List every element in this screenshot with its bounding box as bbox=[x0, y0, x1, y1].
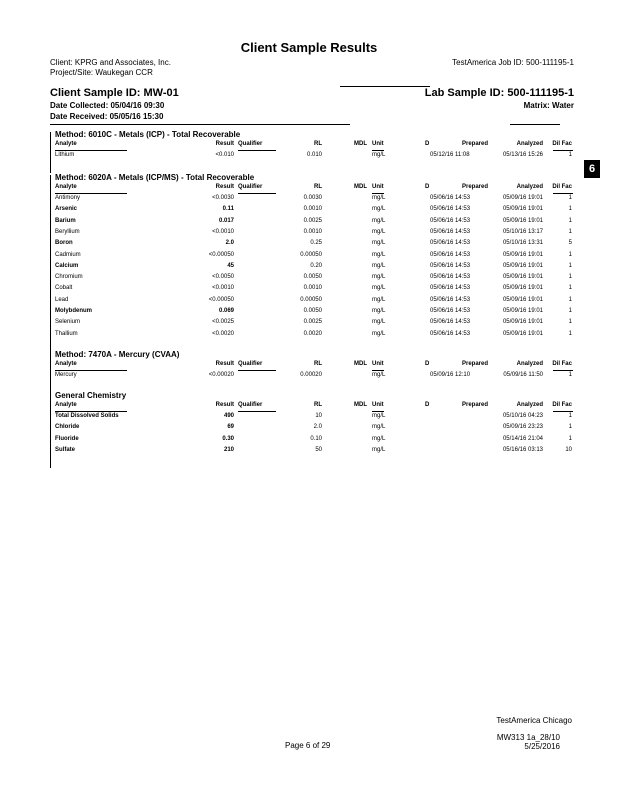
col-header-mdl: MDL bbox=[354, 141, 367, 147]
col-header-rl: RL bbox=[314, 402, 322, 408]
col-header-unit: Unit bbox=[372, 402, 384, 408]
result-cell: 0.069 bbox=[218, 308, 234, 314]
col-header-rl: RL bbox=[314, 184, 322, 190]
result-cell: <0.0030 bbox=[212, 195, 234, 201]
analyte-header-rule bbox=[55, 411, 127, 412]
dilfac-cell: 1 bbox=[568, 296, 572, 303]
dilfac-cell: 1 bbox=[568, 152, 572, 158]
footer-lab: TestAmerica Chicago bbox=[496, 716, 572, 725]
section-bracket bbox=[50, 352, 51, 393]
col-header-rl: RL bbox=[314, 141, 322, 147]
result-cell: <0.0010 bbox=[212, 228, 234, 235]
unit-cell: mg/L bbox=[372, 308, 386, 314]
result-cell: 0.017 bbox=[218, 217, 234, 224]
result-cell: <0.0010 bbox=[212, 285, 234, 292]
unit-cell: mg/L bbox=[372, 217, 386, 224]
col-header-analyzed: Analyzed bbox=[516, 361, 543, 367]
prepared-cell: 05/06/16 14:53 bbox=[430, 308, 471, 314]
col-header-d: D bbox=[425, 141, 430, 147]
result-cell: 45 bbox=[227, 262, 234, 269]
col-header-dilfac: Dil Fac bbox=[552, 141, 572, 147]
header-divider-left bbox=[50, 124, 350, 125]
dilfac-cell: 10 bbox=[565, 446, 572, 453]
dilfac-cell: 1 bbox=[568, 195, 572, 201]
prepared-cell: 05/06/16 14:53 bbox=[430, 262, 471, 269]
header-divider-right bbox=[510, 124, 560, 125]
analyzed-cell: 05/09/16 19:01 bbox=[502, 274, 543, 281]
unit-cell: mg/L bbox=[372, 296, 386, 303]
analyzed-cell: 05/09/16 19:01 bbox=[502, 206, 543, 213]
analyte-cell: Calcium bbox=[55, 262, 79, 269]
client-name: Client: KPRG and Associates, Inc. bbox=[50, 58, 171, 67]
col-header-analyte: Analyte bbox=[55, 361, 77, 367]
prepared-cell: 05/06/16 14:53 bbox=[430, 330, 471, 337]
prepared-cell: 05/06/16 14:53 bbox=[430, 217, 471, 224]
section-bracket bbox=[50, 132, 51, 173]
analyte-header-rule bbox=[55, 193, 127, 194]
analyzed-cell: 05/09/16 19:01 bbox=[502, 262, 543, 269]
result-cell: <0.0020 bbox=[212, 330, 234, 337]
dilfac-cell: 5 bbox=[568, 240, 572, 247]
col-header-analyzed: Analyzed bbox=[516, 141, 543, 147]
dilfac-header-rule bbox=[553, 411, 573, 412]
qualifier-header-rule bbox=[238, 193, 276, 194]
analyte-cell: Antimony bbox=[55, 195, 81, 201]
rl-cell: 0.0050 bbox=[303, 274, 322, 281]
rl-cell: 0.00050 bbox=[300, 251, 322, 258]
rl-cell: 0.10 bbox=[310, 435, 322, 442]
col-header-dilfac: Dil Fac bbox=[552, 361, 572, 367]
analyzed-cell: 05/14/16 21:04 bbox=[502, 435, 543, 442]
rl-cell: 0.0030 bbox=[303, 195, 322, 201]
prepared-cell: 05/06/16 14:53 bbox=[430, 195, 471, 201]
unit-header-rule bbox=[372, 193, 384, 194]
analyte-cell: Lead bbox=[55, 296, 69, 303]
analyte-cell: Boron bbox=[55, 240, 73, 247]
analyte-cell: Arsenic bbox=[55, 206, 78, 213]
col-header-mdl: MDL bbox=[354, 402, 367, 408]
col-header-result: Result bbox=[215, 361, 234, 367]
col-header-result: Result bbox=[215, 141, 234, 147]
col-header-qualifier: Qualifier bbox=[238, 184, 263, 190]
footer-doc-ref: MW313 1a_28/10 bbox=[496, 733, 560, 742]
analyte-cell: Lithium bbox=[55, 152, 75, 158]
date-collected: Date Collected: 05/04/16 09:30 bbox=[50, 101, 165, 110]
unit-cell: mg/L bbox=[372, 152, 386, 158]
result-cell: 69 bbox=[227, 424, 234, 431]
unit-cell: mg/L bbox=[372, 372, 386, 378]
col-header-d: D bbox=[425, 402, 430, 408]
col-header-mdl: MDL bbox=[354, 184, 367, 190]
rl-cell: 0.00020 bbox=[300, 372, 322, 378]
rl-cell: 0.010 bbox=[306, 152, 322, 158]
col-header-unit: Unit bbox=[372, 184, 384, 190]
analyte-cell: Mercury bbox=[55, 372, 77, 378]
prepared-cell: 05/12/16 11:08 bbox=[430, 152, 470, 158]
rl-cell: 0.0010 bbox=[303, 285, 322, 292]
qualifier-header-rule bbox=[238, 370, 276, 371]
qualifier-header-rule bbox=[238, 411, 276, 412]
unit-header-rule bbox=[372, 411, 384, 412]
result-cell: <0.0050 bbox=[212, 274, 234, 281]
section-bracket bbox=[50, 393, 51, 468]
client-sample-id: Client Sample ID: MW-01 bbox=[50, 87, 179, 99]
analyte-cell: Selenium bbox=[55, 319, 81, 326]
footer-date: 5/25/2016 bbox=[524, 742, 560, 751]
dilfac-cell: 1 bbox=[568, 372, 572, 378]
col-header-dilfac: Dil Fac bbox=[552, 402, 572, 408]
col-header-analyzed: Analyzed bbox=[516, 402, 543, 408]
result-cell: <0.0025 bbox=[212, 319, 234, 326]
dilfac-cell: 1 bbox=[568, 435, 572, 442]
analyte-cell: Beryllium bbox=[55, 228, 80, 235]
analyte-cell: Molybdenum bbox=[55, 308, 92, 314]
dilfac-cell: 1 bbox=[568, 251, 572, 258]
col-header-rl: RL bbox=[314, 361, 322, 367]
prepared-cell: 05/06/16 14:53 bbox=[430, 228, 471, 235]
analyte-cell: Cadmium bbox=[55, 251, 81, 258]
result-cell: <0.010 bbox=[215, 152, 234, 158]
analyte-cell: Chromium bbox=[55, 274, 83, 281]
col-header-mdl: MDL bbox=[354, 361, 367, 367]
prepared-cell: 05/06/16 14:53 bbox=[430, 285, 471, 292]
rl-cell: 0.0010 bbox=[303, 228, 322, 235]
analyzed-cell: 05/09/16 19:01 bbox=[502, 330, 543, 337]
dilfac-cell: 1 bbox=[568, 262, 572, 269]
analyte-cell: Sulfate bbox=[55, 446, 76, 453]
page-title: Client Sample Results bbox=[240, 40, 378, 55]
prepared-cell: 05/06/16 14:53 bbox=[430, 240, 471, 247]
dilfac-cell: 1 bbox=[568, 330, 572, 337]
prepared-cell: 05/06/16 14:53 bbox=[430, 251, 471, 258]
analyzed-cell: 05/09/16 23:23 bbox=[502, 424, 543, 431]
section-tab: 6 bbox=[584, 160, 600, 178]
col-header-dilfac: Dil Fac bbox=[552, 184, 572, 190]
unit-cell: mg/L bbox=[372, 228, 386, 235]
header-rule bbox=[340, 86, 430, 87]
dilfac-cell: 1 bbox=[568, 413, 572, 419]
analyzed-cell: 05/09/16 19:01 bbox=[502, 296, 543, 303]
dilfac-cell: 1 bbox=[568, 319, 572, 326]
col-header-analyte: Analyte bbox=[55, 402, 77, 408]
rl-cell: 0.00050 bbox=[300, 296, 322, 303]
method-title: General Chemistry bbox=[55, 391, 127, 400]
result-cell: 0.11 bbox=[222, 206, 234, 213]
col-header-qualifier: Qualifier bbox=[238, 402, 263, 408]
analyte-header-rule bbox=[55, 370, 127, 371]
analyzed-cell: 05/09/16 19:01 bbox=[502, 285, 543, 292]
analyte-cell: Barium bbox=[55, 217, 76, 224]
analyte-cell: Cobalt bbox=[55, 285, 73, 292]
page-number: Page 6 of 29 bbox=[285, 741, 331, 750]
rl-cell: 0.0025 bbox=[303, 319, 322, 326]
rl-cell: 0.0025 bbox=[303, 217, 322, 224]
result-cell: <0.00020 bbox=[208, 372, 234, 378]
prepared-cell: 05/06/16 14:53 bbox=[430, 206, 471, 213]
analyzed-cell: 05/16/16 03:13 bbox=[502, 446, 543, 453]
unit-header-rule bbox=[372, 150, 384, 151]
unit-cell: mg/L bbox=[372, 195, 386, 201]
col-header-prepared: Prepared bbox=[462, 361, 489, 367]
prepared-cell: 05/06/16 14:53 bbox=[430, 319, 471, 326]
col-header-qualifier: Qualifier bbox=[238, 141, 263, 147]
rl-cell: 10 bbox=[315, 413, 322, 419]
dilfac-cell: 1 bbox=[568, 274, 572, 281]
dilfac-cell: 1 bbox=[568, 228, 572, 235]
result-cell: 490 bbox=[223, 413, 234, 419]
result-cell: 0.30 bbox=[222, 435, 234, 442]
prepared-cell: 05/06/16 14:53 bbox=[430, 274, 471, 281]
unit-cell: mg/L bbox=[372, 206, 386, 213]
qualifier-header-rule bbox=[238, 150, 276, 151]
result-cell: 2.0 bbox=[225, 240, 234, 247]
dilfac-header-rule bbox=[553, 370, 573, 371]
method-title: Method: 6020A - Metals (ICP/MS) - Total Recoverable bbox=[55, 173, 255, 182]
rl-cell: 50 bbox=[315, 446, 322, 453]
unit-cell: mg/L bbox=[372, 240, 386, 247]
col-header-unit: Unit bbox=[372, 361, 384, 367]
col-header-d: D bbox=[425, 184, 430, 190]
analyzed-cell: 05/10/16 13:17 bbox=[502, 228, 543, 235]
analyzed-cell: 05/09/16 19:01 bbox=[502, 195, 543, 201]
col-header-unit: Unit bbox=[372, 141, 384, 147]
rl-cell: 0.20 bbox=[310, 262, 322, 269]
unit-cell: mg/L bbox=[372, 424, 386, 431]
rl-cell: 0.0020 bbox=[303, 330, 322, 337]
analyzed-cell: 05/09/16 19:01 bbox=[502, 217, 543, 224]
analyzed-cell: 05/10/16 13:31 bbox=[502, 240, 543, 247]
col-header-prepared: Prepared bbox=[462, 141, 489, 147]
rl-cell: 0.25 bbox=[310, 240, 322, 247]
dilfac-header-rule bbox=[553, 150, 573, 151]
unit-header-rule bbox=[372, 370, 384, 371]
prepared-cell: 05/06/16 14:53 bbox=[430, 296, 471, 303]
analyte-cell: Chloride bbox=[55, 424, 80, 431]
unit-cell: mg/L bbox=[372, 285, 386, 292]
result-cell: <0.00050 bbox=[208, 251, 234, 258]
col-header-result: Result bbox=[215, 184, 234, 190]
unit-cell: mg/L bbox=[372, 274, 386, 281]
analyzed-cell: 05/13/16 15:26 bbox=[502, 152, 543, 158]
dilfac-header-rule bbox=[553, 193, 573, 194]
analyzed-cell: 05/09/16 19:01 bbox=[502, 308, 543, 314]
method-title: Method: 7470A - Mercury (CVAA) bbox=[55, 350, 180, 359]
dilfac-cell: 1 bbox=[568, 308, 572, 314]
unit-cell: mg/L bbox=[372, 262, 386, 269]
analyzed-cell: 05/09/16 11:50 bbox=[503, 372, 543, 378]
result-cell: 210 bbox=[223, 446, 234, 453]
col-header-analyte: Analyte bbox=[55, 141, 77, 147]
result-cell: <0.00050 bbox=[208, 296, 234, 303]
analyzed-cell: 05/10/16 04:23 bbox=[502, 413, 543, 419]
analyte-cell: Thallium bbox=[55, 330, 78, 337]
project-site: Project/Site: Waukegan CCR bbox=[50, 68, 153, 77]
section-bracket bbox=[50, 175, 51, 352]
col-header-qualifier: Qualifier bbox=[238, 361, 263, 367]
col-header-d: D bbox=[425, 361, 430, 367]
rl-cell: 2.0 bbox=[313, 424, 322, 431]
analyzed-cell: 05/09/16 19:01 bbox=[502, 251, 543, 258]
matrix: Matrix: Water bbox=[523, 101, 574, 110]
job-id: TestAmerica Job ID: 500-111195-1 bbox=[452, 58, 574, 67]
unit-cell: mg/L bbox=[372, 319, 386, 326]
col-header-result: Result bbox=[215, 402, 234, 408]
dilfac-cell: 1 bbox=[568, 285, 572, 292]
analyte-header-rule bbox=[55, 150, 127, 151]
col-header-analyzed: Analyzed bbox=[516, 184, 543, 190]
rl-cell: 0.0010 bbox=[303, 206, 322, 213]
rl-cell: 0.0050 bbox=[303, 308, 322, 314]
unit-cell: mg/L bbox=[372, 330, 386, 337]
unit-cell: mg/L bbox=[372, 251, 386, 258]
dilfac-cell: 1 bbox=[568, 206, 572, 213]
col-header-prepared: Prepared bbox=[462, 402, 489, 408]
analyzed-cell: 05/09/16 19:01 bbox=[502, 319, 543, 326]
unit-cell: mg/L bbox=[372, 435, 386, 442]
lab-sample-id: Lab Sample ID: 500-111195-1 bbox=[424, 87, 574, 99]
analyte-cell: Fluoride bbox=[55, 435, 79, 442]
analyte-cell: Total Dissolved Solids bbox=[55, 413, 119, 419]
prepared-cell: 05/09/16 12:10 bbox=[430, 372, 471, 378]
dilfac-cell: 1 bbox=[568, 424, 572, 431]
method-title: Method: 6010C - Metals (ICP) - Total Recoverable bbox=[55, 130, 241, 139]
unit-cell: mg/L bbox=[372, 413, 386, 419]
col-header-analyte: Analyte bbox=[55, 184, 77, 190]
unit-cell: mg/L bbox=[372, 446, 386, 453]
col-header-prepared: Prepared bbox=[462, 184, 489, 190]
dilfac-cell: 1 bbox=[568, 217, 572, 224]
date-received: Date Received: 05/05/16 15:30 bbox=[50, 112, 164, 121]
